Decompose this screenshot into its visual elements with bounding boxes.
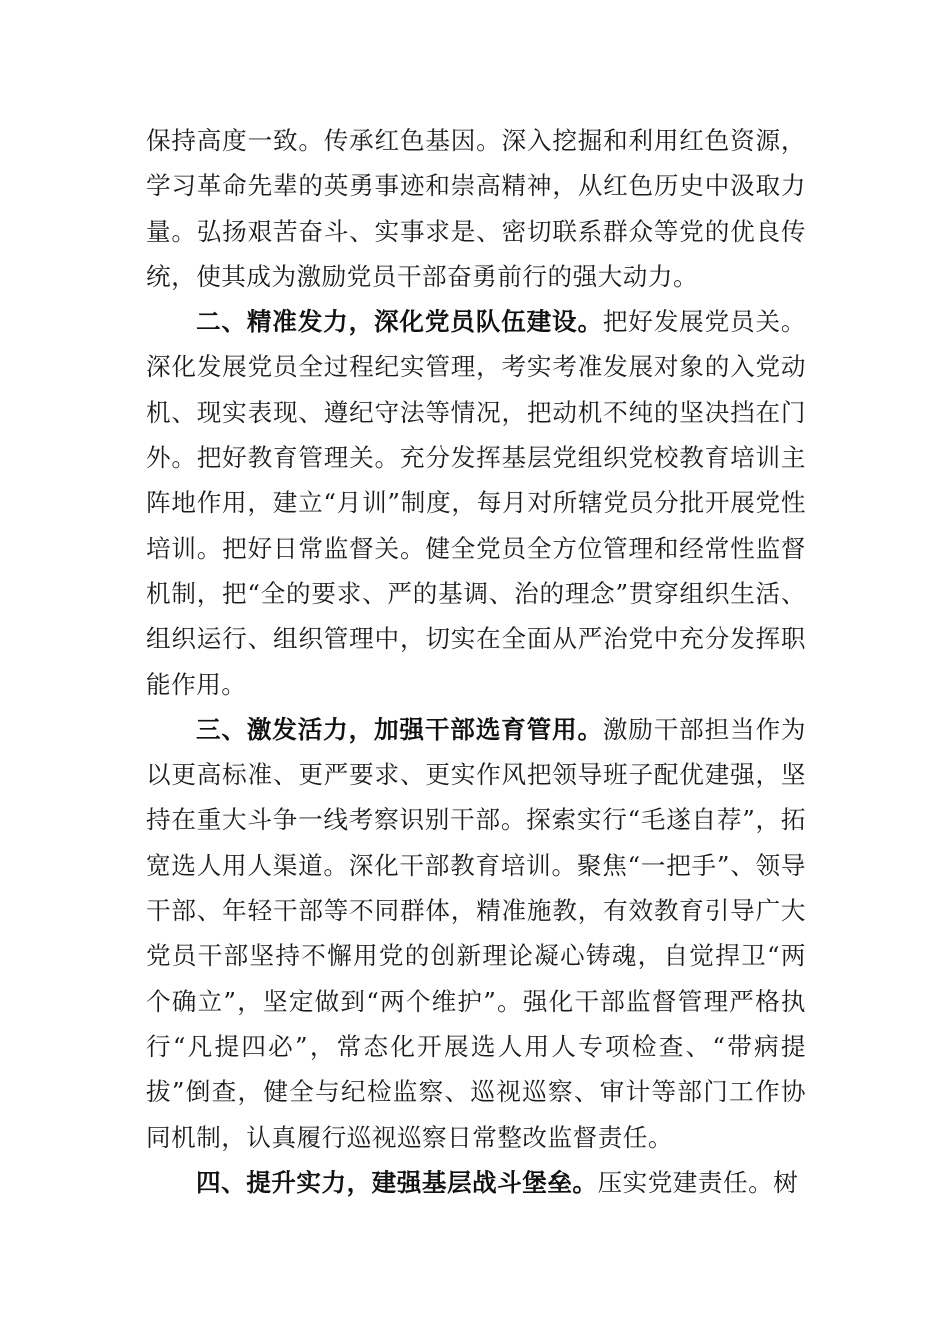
paragraph-section-4	[146, 1160, 806, 1205]
paragraph-body: 保持高度一致。传承红色基因。深入挖掘和利用红色资源，学习革命先辈的英勇事迹和崇高精神，从红色历史中汲取力量。弘扬艰苦奋斗、实事求是、密切联系群众等党的优良传统，使其成为激励党员干部奋勇前行的强大动力。	[146, 126, 806, 291]
paragraph-body: 把好发展党员关。深化发展党员全过程纪实管理，考实考准发展对象的入党动机、现实表现、遵纪守法等情况，把动机不纯的坚决挡在门外。把好教育管理关。充分发挥基层党组织党校教育培训主阵地作用，建立“月训”制度，每月对所辖党员分批开展党性培训。把好日常监督关。健全党员全方位管理和经常性监督机制，把“全的要求、严的基调、治的理念”贯穿组织生活、组织运行、组织管理中，切实在全面从严治党中充分发挥职能作用。	[146, 307, 806, 699]
section-heading: 四、提升实力，建强基层战斗堡垒。	[196, 1167, 598, 1197]
paragraph-section-2	[146, 299, 806, 707]
paragraph-body: 激励干部担当作为以更高标准、更严要求、更实作风把领导班子配优建强，坚持在重大斗争一线考察识别干部。探索实行“毛遂自荐”，拓宽选人用人渠道。深化干部教育培训。聚焦“一把手”、领导干部、年轻干部等不同群体，精准施教，有效教育引导广大党员干部坚持不懈用党的创新理论凝心铸魂，自觉捍卫“两个确立”，坚定做到“两个维护”。强化干部监督管理严格执行“凡提四必”，常态化开展选人用人专项检查、“带病提拔”倒查，健全与纪检监察、巡视巡察、审计等部门工作协同机制，认真履行巡视巡察日常整改监督责任。	[146, 714, 806, 1152]
section-heading: 三、激发活力，加强干部选育管用。	[196, 714, 603, 744]
document-page	[146, 118, 806, 1205]
paragraph-section-3	[146, 707, 806, 1160]
section-heading: 二、精准发力，深化党员队伍建设。	[196, 307, 603, 337]
paragraph-continuation	[146, 118, 806, 299]
paragraph-body: 压实党建责任。树	[597, 1167, 799, 1197]
